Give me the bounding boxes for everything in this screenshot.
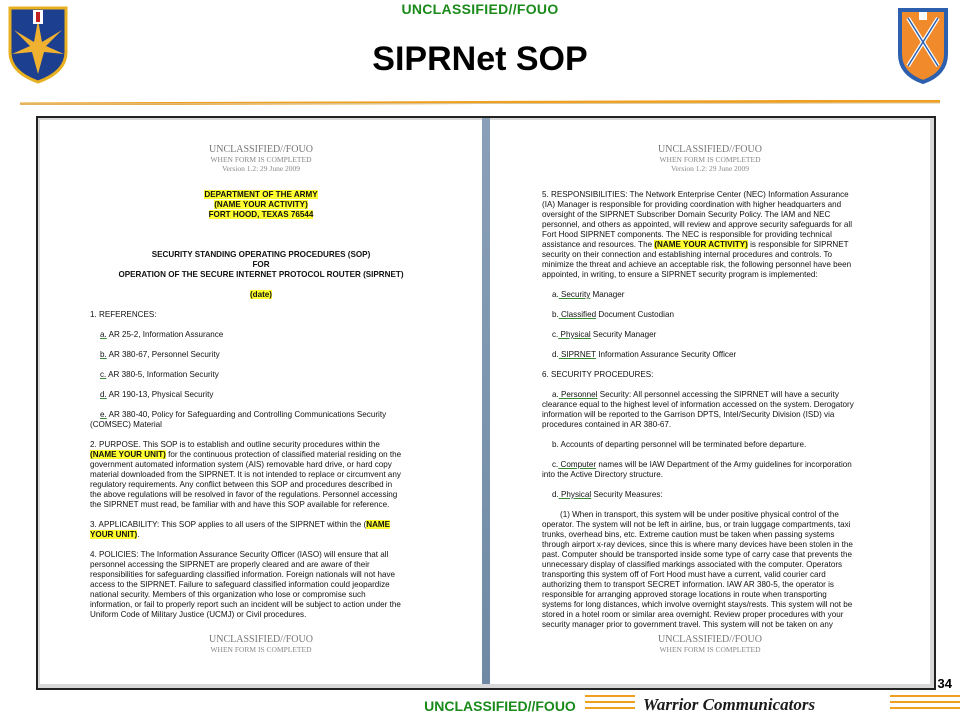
title-divider-line bbox=[20, 100, 940, 105]
resp-line: 5. RESPONSIBILITIES: The Network Enterprise Center (NEC) Information Assurance bbox=[542, 190, 849, 199]
page-footer bbox=[490, 634, 930, 654]
ref-item: a. AR 25-2, Information Assurance bbox=[100, 330, 224, 339]
personnel-security-paragraph: a. Personnel Security: All personnel accessing the SIPRNET will have a security clearance equal to the highest level of information accessed on the system. Derogatory information will be reported to the Garrison DPTS, Intel/Security Division (ISD) via procedures contained in AR 380-67. bbox=[542, 390, 854, 429]
org-line: (NAME YOUR ACTIVITY) bbox=[214, 200, 308, 209]
doc-date bbox=[40, 290, 482, 300]
page-header bbox=[490, 144, 930, 173]
page-header bbox=[40, 144, 482, 173]
applicability-highlight: NAME bbox=[366, 520, 391, 529]
org-line: FORT HOOD, TEXAS 76544 bbox=[208, 210, 314, 219]
ref-item: c. AR 380-5, Information Security bbox=[100, 370, 219, 379]
resp-line: oversight of the SIPRNET Subscriber Domain Security Policy. The IAM and NEC bbox=[542, 210, 831, 219]
header-classification: UNCLASSIFIED//FOUO bbox=[658, 144, 762, 155]
transport-paragraph: (1) When in transport, this system will be under positive physical control of the operator. The system will not be left in airline, bus, or train luggage compartments, taxi trunks, overhead bins, etc. Extreme caution must be taken when passing systems through airport x-ray devices, since this is where many devices have been stolen in the past. Computer should be transported inside some type of carry case that prevents the unnecessary display of classified markings associated with the computer. Operators transporting this system off of Fort Hood must have a current, valid courier card authorizing them to transport SECRET information. IAW AR 380-5, the operator is responsible for arranging approved storage locations in route when transporting systems for long distances, which involve overnight stays/rests. This system will not be stored in a hotel room or similar area overnight. Review proper procedures with your security manager prior to government travel. This system will not be taken on any bbox=[542, 510, 853, 629]
footer-classification: UNCLASSIFIED//FOUO bbox=[658, 634, 762, 645]
computer-names-paragraph: c. Computer names will be IAW Department of the Army guidelines for incorporation into the Active Directory structure. bbox=[542, 460, 852, 479]
page-footer bbox=[40, 634, 482, 654]
applicability-line: 3. APPLICABILITY: This SOP applies to all users of the SIPRNET within the ( bbox=[90, 520, 367, 529]
ref-item: d. AR 190-13, Physical Security bbox=[100, 390, 214, 399]
physical-security-heading: d. Physical Security Measures: bbox=[552, 490, 663, 499]
purpose-line: 2. PURPOSE. This SOP is to establish and outline security procedures within the bbox=[90, 440, 380, 449]
doc-title-line: SECURITY STANDING OPERATING PROCEDURES (SOP) bbox=[151, 250, 371, 259]
policies-line: personnel accessing the SIPRNET are properly cleared and are aware of their bbox=[90, 560, 370, 569]
doc-title bbox=[40, 250, 482, 280]
policies-line: information, or fail to properly report such an incident will be subject to action under the bbox=[90, 600, 401, 609]
role-item: b. Classified Document Custodian bbox=[552, 310, 674, 319]
resp-line: security on their connection and establishing internal procedures and controls. To bbox=[542, 250, 833, 259]
responsibilities-paragraph: 5. RESPONSIBILITIES: The Network Enterprise Center (NEC) Information Assurance (IA) Manager is responsible for providing coordination with higher headquarters and oversight of the SIPRNET Subscriber Domain Security Policy. The IAM and NEC personnel, and others as appointed, will review and approve security safeguards for all Fort Hood SIPRNET components. The NEC is responsible for providing technical assistance and resources. The (NAME YOUR ACTIVITY) is responsible for SIPRNET security on their connection and establishing internal procedures and controls. To minimize the threat and achieve an acceptable risk, the following personnel have been appointed, in writing, to ensure a SIPRNET security program is implemented: bbox=[542, 190, 922, 280]
accounts-paragraph: b. Accounts of departing personnel will be terminated before departure. bbox=[552, 440, 807, 449]
resp-line: appointed, in writing, to ensure a SIPRNET security program is implemented: bbox=[542, 270, 818, 279]
activity-highlight: (NAME YOUR ACTIVITY) bbox=[654, 240, 748, 249]
classification-banner-top: UNCLASSIFIED//FOUO bbox=[401, 1, 559, 17]
policies-line: Uniform Code of Military Justice (UCMJ) or Civil procedures. bbox=[90, 610, 307, 619]
purpose-line: the SIPRNET must read, be familiar with and have this SOP available for reference. bbox=[90, 500, 390, 509]
footer-when: WHEN FORM IS COMPLETED bbox=[659, 645, 761, 654]
header-version: Version 1.2: 29 June 2009 bbox=[221, 164, 301, 173]
policies-paragraph bbox=[90, 550, 470, 620]
footer-classification: UNCLASSIFIED//FOUO bbox=[209, 634, 313, 645]
ref-item: b. AR 380-67, Personnel Security bbox=[100, 350, 220, 359]
doc-date-value: (date) bbox=[249, 290, 273, 299]
footer-when: WHEN FORM IS COMPLETED bbox=[210, 645, 312, 654]
ref-item: e. AR 380-40, Policy for Safeguarding and Controlling Communications Security bbox=[100, 410, 387, 419]
applicability-paragraph: 3. APPLICABILITY: This SOP applies to all users of the SIPRNET within the (NAME YOUR UNIT). bbox=[90, 520, 391, 539]
classification-banner-bottom: UNCLASSIFIED//FOUO bbox=[424, 698, 576, 714]
document-screenshot bbox=[36, 116, 936, 690]
purpose-line: regulatory requirements. Any conflict between this SOP and procedures described in bbox=[90, 480, 393, 489]
policies-line: 4. POLICIES: The Information Assurance Security Officer (IASO) will ensure that all bbox=[90, 550, 389, 559]
role-item: c. Physical Security Manager bbox=[552, 330, 657, 339]
purpose-line: material downloaded from the SIPRNET. It is not intended to replace or circumvent any bbox=[90, 470, 401, 479]
purpose-paragraph bbox=[90, 440, 470, 510]
header-version: Version 1.2: 29 June 2009 bbox=[670, 164, 750, 173]
sop-page-left bbox=[40, 120, 482, 684]
policies-line: national security. Members of this organization who lose or compromise such bbox=[90, 590, 366, 599]
ref-item-cont: (COMSEC) Material bbox=[90, 420, 162, 429]
purpose-line: government automated information system (AIS) removable hard drive, or hard copy bbox=[90, 460, 392, 469]
slide-title: SIPRNet SOP bbox=[372, 40, 588, 78]
header-when: WHEN FORM IS COMPLETED bbox=[210, 155, 312, 164]
policies-line: access to the SIPRNET. Failure to safeguard classified information could jeopardize bbox=[90, 580, 390, 589]
role-item: d. SIPRNET Information Assurance Security Officer bbox=[552, 350, 737, 359]
purpose-line: for the continuous protection of classified material residing on the bbox=[165, 450, 402, 459]
doc-title-line: FOR bbox=[252, 260, 270, 269]
policies-line: responsibilities for safeguarding classified information. Foreign nationals will not have bbox=[90, 570, 396, 579]
purpose-line: the above regulations will be resolved in favor of the regulations. Personnel accessing bbox=[90, 490, 398, 499]
procedures-heading: 6. SECURITY PROCEDURES: bbox=[542, 370, 654, 379]
org-line: DEPARTMENT OF THE ARMY bbox=[204, 190, 318, 199]
header-classification: UNCLASSIFIED//FOUO bbox=[209, 144, 313, 155]
footer-motto: Warrior Communicators bbox=[643, 695, 816, 714]
page-divider bbox=[482, 118, 490, 684]
applicability-highlight: YOUR UNIT) bbox=[90, 530, 138, 539]
sop-page-right bbox=[490, 120, 930, 684]
resp-line: minimize the threat and achieve an acceptable risk, the following personnel have been bbox=[542, 260, 852, 269]
header-when: WHEN FORM IS COMPLETED bbox=[659, 155, 761, 164]
refs-heading: 1. REFERENCES: bbox=[90, 310, 157, 319]
purpose-unit-highlight: (NAME YOUR UNIT) bbox=[90, 450, 166, 459]
resp-line: (IA) Manager is responsible for providing coordination with higher headquarters and bbox=[542, 200, 842, 209]
role-item: a. Security Manager bbox=[552, 290, 625, 299]
slide-page-number: 34 bbox=[937, 676, 952, 691]
org-block bbox=[40, 190, 482, 220]
resp-line: personnel, and others as appointed, will review and approve security safeguards for all bbox=[542, 220, 852, 229]
doc-title-line: OPERATION OF THE SECURE INTERNET PROTOCOL ROUTER (SIPRNET) bbox=[118, 270, 404, 279]
resp-line: Fort Hood SIPRNET components. The NEC is responsible for providing technical bbox=[542, 230, 832, 239]
